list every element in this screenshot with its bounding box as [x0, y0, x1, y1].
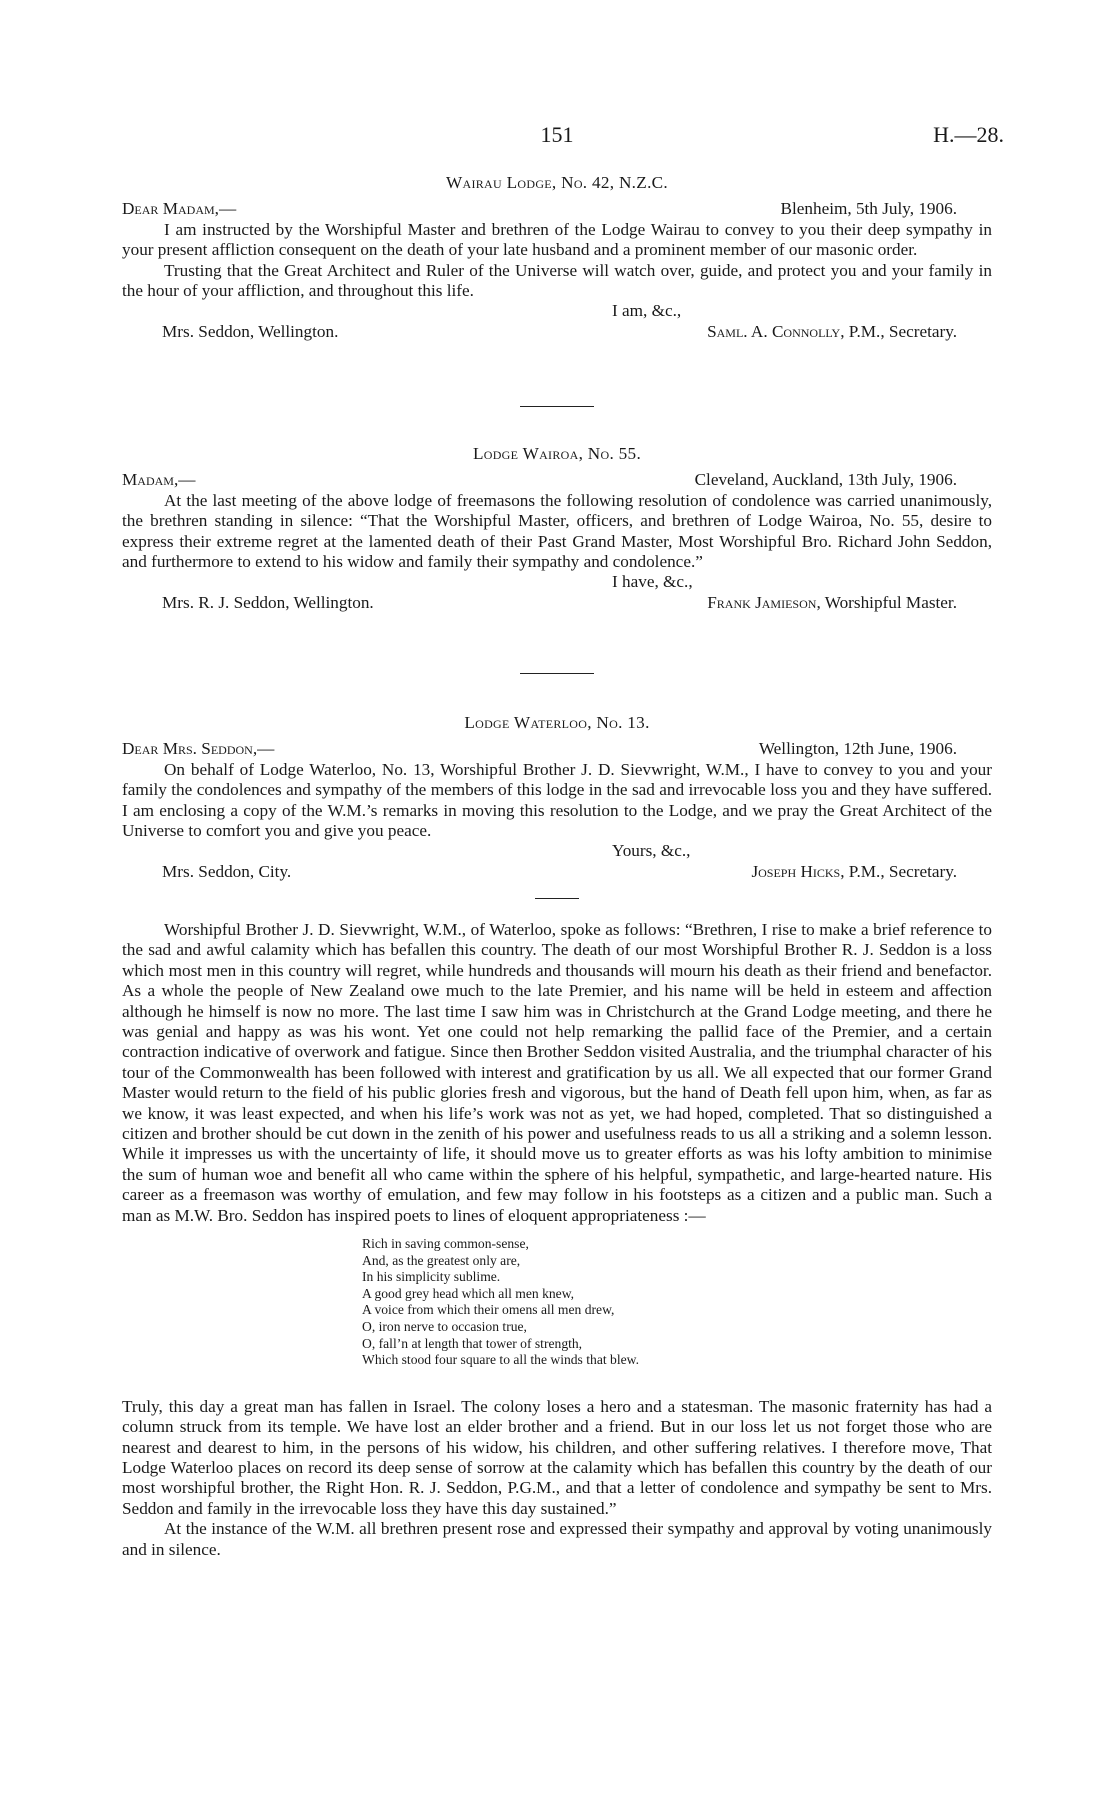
salutation: Dear Mrs. Seddon,— — [122, 739, 275, 759]
letter-paragraph: Trusting that the Great Architect and Ruler of the Universe will watch over, guide, and protect you and your family in the hour of your affliction, and throughout this life. — [122, 260, 992, 301]
signature-row — [122, 322, 992, 342]
signature — [707, 593, 957, 613]
signatory-title: , Worshipful Master. — [816, 592, 957, 612]
speech-conclusion: Truly, this day a great man has fallen in Israel. The colony loses a hero and a statesman. The masonic fraternity has had a column struck from its temple. We have lost an elder brother and a friend. But in our loss let us not forget those who are nearest and dearest to him, in the persons of his widow, his children, and other suffering relatives. I therefore move, That Lodge Waterloo places on record its deep sense of sorrow at the calamity which has befallen this country by the death of our most worshipful brother, the Right Hon. R. J. Seddon, P.G.M., and that a letter of condolence and sympathy be sent to Mrs. Seddon and family in the irrevocable loss they have this day sustained.” — [122, 1396, 992, 1518]
place-date: Blenheim, 5th July, 1906. — [780, 199, 957, 219]
letter-title: Lodge Wairoa, No. 55. — [472, 444, 642, 463]
letter-paragraph: I am instructed by the Worshipful Master and brethren of the Lodge Wairau to convey to you their deep sympathy in your present affliction consequent on the death of your late husband and a prominent member of our masonic order. — [122, 219, 992, 260]
signatory-name: Saml. A. Connolly — [707, 321, 841, 341]
poem — [122, 1236, 992, 1369]
signature-row — [122, 862, 992, 882]
poem-line: Rich in saving common-sense, — [362, 1236, 529, 1252]
signatory-title: , P.M., Secretary. — [840, 321, 957, 341]
salutation-row — [122, 199, 992, 219]
place-date: Cleveland, Auckland, 13th July, 1906. — [694, 470, 957, 490]
section-divider — [520, 673, 594, 674]
closing-paragraph: At the instance of the W.M. all brethren present rose and expressed their sympathy and approval by voting unanimously and in silence. — [122, 1519, 992, 1559]
poem-line: O, iron nerve to occasion true, — [362, 1319, 527, 1335]
poem-line: In his simplicity sublime. — [362, 1269, 501, 1285]
salutation-row — [122, 739, 992, 759]
addressee: Mrs. Seddon, Wellington. — [162, 321, 339, 341]
speech-intro: Worshipful Brother J. D. Sievwright, W.M., of Waterloo, spoke as follows: “Brethren, I rise to make a brief reference to the sad and awful calamity which has befallen this country. The death of our most Worshipful Brother R. J. Seddon is a loss which most men in this country will regret, while hundreds and thousands will mourn his death as their friend and benefactor. As a whole the people of New Zealand owe much to the late Premier, and his name will be held in esteem and affection although he himself is now no more. The last time I saw him was in Christchurch at the Grand Lodge meeting, and there he was genial and happy as was his wont. Yet one could not help remarking the pallid face of the Premier, and a certain contraction indicative of overwork and fatigue. Since then Brother Seddon visited Australia, and the triumphal character of his tour of the Commonwealth has been followed with interest and gratification by us all. We all expected that our former Grand Master would return to the field of his public glories fresh and vigorous, but the hand of Death fell upon him, when, as far as we know, it was least expected, and when his life’s work was not as yet, we had hoped, completed. That so distinguished a citizen and brother should be cut down in the zenith of his power and usefulness reads to us all a striking and a solemn lesson. While it impresses us with the uncertainty of life, it should move us to greater efforts as was his lofty ambition to minimise the sum of human woe and benefit all who came within the sphere of his helpful, sympathetic, and large-hearted nature. His career as a freemason was worthy of emulation, and few may follow in his footsteps as a citizen and a public man. Such a man as M.W. Bro. Seddon has inspired poets to lines of eloquent appropriateness :— — [122, 920, 992, 1225]
document-reference: H.—28. — [933, 122, 1004, 147]
salutation-row — [122, 470, 992, 490]
page-header — [0, 122, 1114, 156]
salutation: Madam,— — [122, 470, 196, 490]
letter-wairau — [122, 173, 992, 342]
addressee: Mrs. Seddon, City. — [162, 861, 292, 881]
page-number: 151 — [540, 122, 574, 147]
poem-line: A good grey head which all men knew, — [362, 1285, 575, 1301]
letter-title: Lodge Waterloo, No. 13. — [464, 713, 650, 732]
letter-paragraph: On behalf of Lodge Waterloo, No. 13, Worshipful Brother J. D. Sievwright, W.M., I have to convey to you and your family the condolences and sympathy of the members of this lodge in the sad and irrevocable loss you and they have suffered. I am enclosing a copy of the W.M.’s remarks in moving this resolution to the Lodge, and we pray the Great Architect of the Universe to comfort you and give you peace. — [122, 759, 992, 841]
signatory-name: Frank Jamieson — [707, 592, 817, 612]
place-date: Wellington, 12th June, 1906. — [758, 739, 957, 759]
addressee: Mrs. R. J. Seddon, Wellington. — [162, 592, 374, 612]
section-divider — [535, 898, 579, 899]
closing: Yours, &c., — [612, 841, 691, 861]
letter-waterloo — [122, 713, 992, 882]
poem-line: O, fall’n at length that tower of strength, — [362, 1335, 583, 1351]
letter-wairoa — [122, 444, 992, 613]
poem-line: Which stood four square to all the winds that blew. — [362, 1352, 639, 1368]
signature — [751, 862, 957, 882]
signature — [707, 322, 957, 342]
salutation: Dear Madam,— — [122, 199, 237, 219]
letter-title: Wairau Lodge, No. 42, N.Z.C. — [445, 173, 669, 192]
signatory-name: Joseph Hicks — [751, 861, 841, 881]
poem-line: And, as the greatest only are, — [362, 1252, 521, 1268]
letter-paragraph: At the last meeting of the above lodge of freemasons the following resolution of condolence was carried unanimously, the brethren standing in silence: “That the Worshipful Master, officers, and brethren of Lodge Wairoa, No. 55, desire to express their extreme regret at the lamented death of their Past Grand Master, Most Worshipful Bro. Richard John Seddon, and furthermore to extend to his widow and family their sympathy and condolence.” — [122, 490, 992, 572]
poem-line: A voice from which their omens all men drew, — [362, 1302, 615, 1318]
speech — [122, 920, 992, 1560]
section-divider — [520, 406, 594, 407]
closing: I have, &c., — [612, 572, 693, 592]
signatory-title: , P.M., Secretary. — [840, 861, 957, 881]
signature-row — [122, 593, 992, 613]
closing: I am, &c., — [612, 301, 682, 321]
